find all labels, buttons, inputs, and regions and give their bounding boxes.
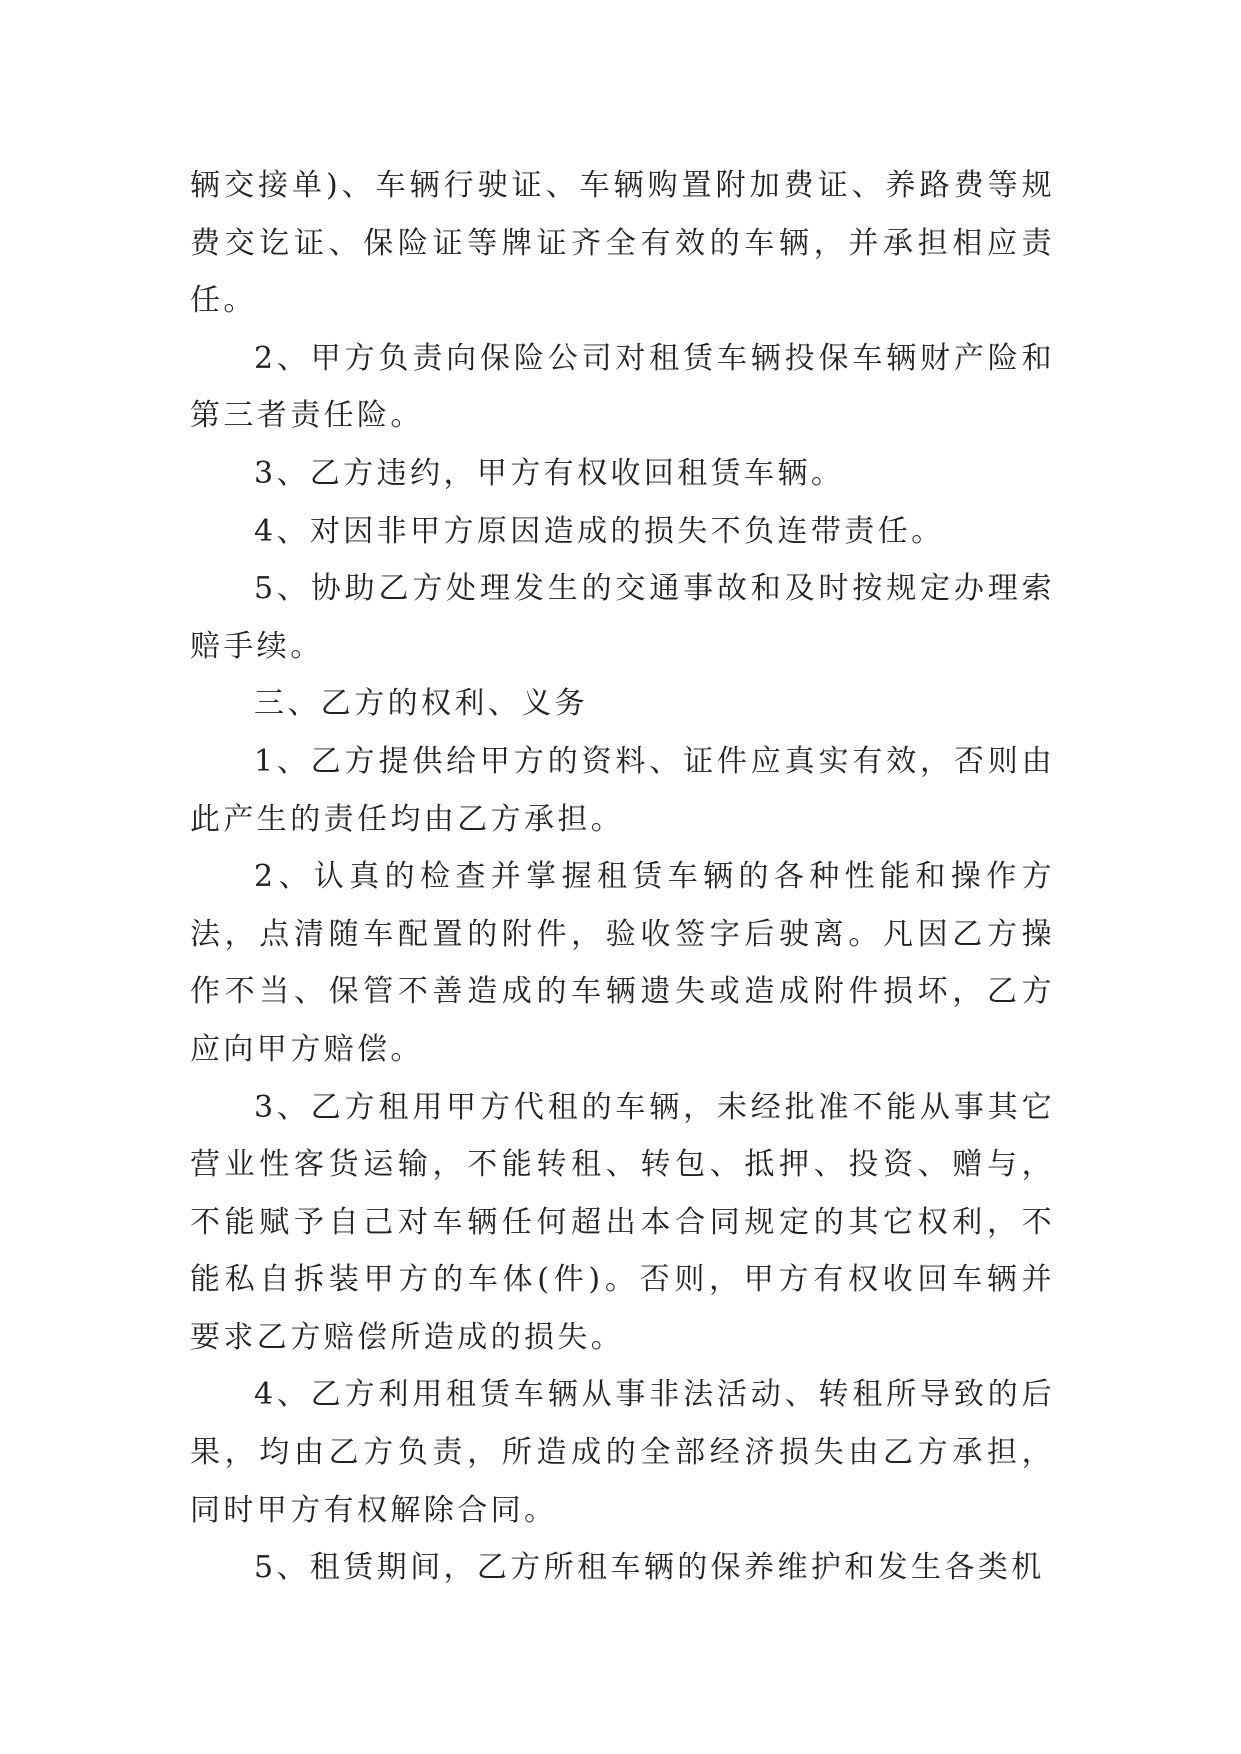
- paragraph-party-a-insurance: 2、甲方负责向保险公司对租赁车辆投保车辆财产险和第三者责任险。: [190, 340, 1055, 434]
- paragraph-maintenance: 5、租赁期间，乙方所租车辆的保养维护和发生各类机: [254, 1550, 1045, 1586]
- paragraph-party-b-breach: 3、乙方违约，甲方有权收回租赁车辆。: [254, 455, 845, 491]
- paragraph-no-joint-liability: 4、对因非甲方原因造成的损失不负连带责任。: [254, 513, 945, 549]
- section-heading-party-b-rights: 三、乙方的权利、义务: [254, 686, 588, 722]
- paragraph-accident-assistance: 5、协助乙方处理发生的交通事故和及时按规定办理索赔手续。: [190, 571, 1055, 664]
- document-body: [190, 157, 1055, 1597]
- paragraph-usage-restrictions: 3、乙方租用甲方代租的车辆，未经批准不能从事其它营业性客货运输，不能转租、转包、抵押、投资、赠与，不能赋予自己对车辆任何超出本合同规定的其它权利，不能私自拆装甲方的车体(件)。否则，甲方有权收回车辆并要求乙方赔偿所造成的损失。: [190, 1089, 1055, 1355]
- paragraph-true-documents: 1、乙方提供给甲方的资料、证件应真实有效，否则由此产生的责任均由乙方承担。: [190, 743, 1055, 837]
- paragraph-illegal-activity: 4、乙方利用租赁车辆从事非法活动、转租所导致的后果，均由乙方负责，所造成的全部经济损失由乙方承担，同时甲方有权解除合同。: [190, 1377, 1055, 1528]
- paragraph-vehicle-inspection: 2、认真的检查并掌握租赁车辆的各种性能和操作方法，点清随车配置的附件，验收签字后驶离。凡因乙方操作不当、保管不善造成的车辆遗失或造成附件损坏，乙方应向甲方赔偿。: [190, 859, 1055, 1067]
- paragraph-continued-vehicle-documents: 辆交接单)、车辆行驶证、车辆购置附加费证、养路费等规费交讫证、保险证等牌证齐全有效的车辆，并承担相应责任。: [190, 168, 1055, 319]
